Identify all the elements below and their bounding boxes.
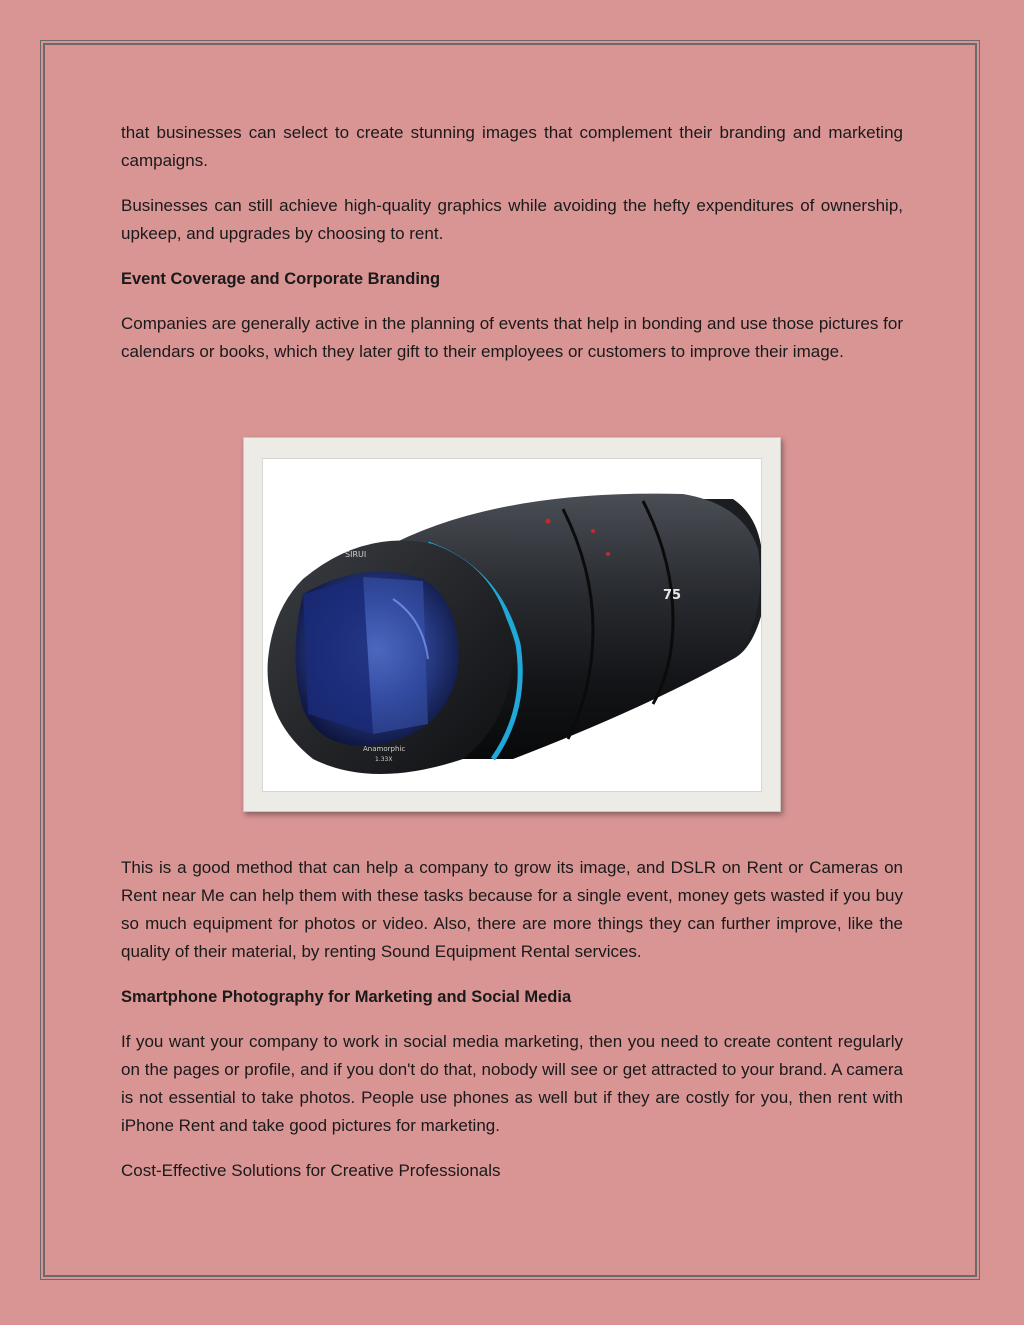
paragraph-social-media: If you want your company to work in social media marketing, then you need to create content regularly on the pages or profile, and if you don't do that, nobody will see or get attracted to your brand. A camera is not essential to take photos. People use phones as well but if they are costly for you, then rent with iPhone Rent and take good pictures for marketing.	[121, 1032, 903, 1135]
paragraph-intro-continued: that businesses can select to create stunning images that complement their branding and marketing campaigns.	[121, 123, 903, 170]
photo-frame	[243, 437, 781, 812]
content-bottom	[121, 854, 903, 1185]
lens-type-text: Anamorphic	[363, 745, 406, 753]
paragraph-rent-benefits: Businesses can still achieve high-quality graphics while avoiding the hefty expenditures of ownership, upkeep, and upgrades by choosing to rent.	[121, 196, 903, 243]
lens-illustration	[263, 459, 762, 792]
lens-brand-text: SIRUI	[345, 550, 367, 559]
lens-photo	[262, 458, 762, 792]
content-top	[121, 119, 903, 366]
paragraph-dslr-rent: This is a good method that can help a company to grow its image, and DSLR on Rent or Cameras on Rent near Me can help them with these tasks because for a single event, money gets wasted if you buy so much equipment for photos or video. Also, there are more things they can further improve, like the quality of their material, by renting Sound Equipment Rental services.	[121, 858, 903, 961]
paragraph-companies-events: Companies are generally active in the planning of events that help in bonding and use those pictures for calendars or books, which they later gift to their employees or customers to improve their image.	[121, 314, 903, 361]
lens-focal-text: 75	[663, 588, 682, 603]
heading-event-coverage: Event Coverage and Corporate Branding	[121, 270, 441, 288]
paragraph-cost-effective: Cost-Effective Solutions for Creative Professionals	[121, 1161, 501, 1180]
lens-ratio-text: 1.33X	[375, 756, 393, 763]
heading-smartphone-photography: Smartphone Photography for Marketing and Social Media	[121, 988, 572, 1006]
